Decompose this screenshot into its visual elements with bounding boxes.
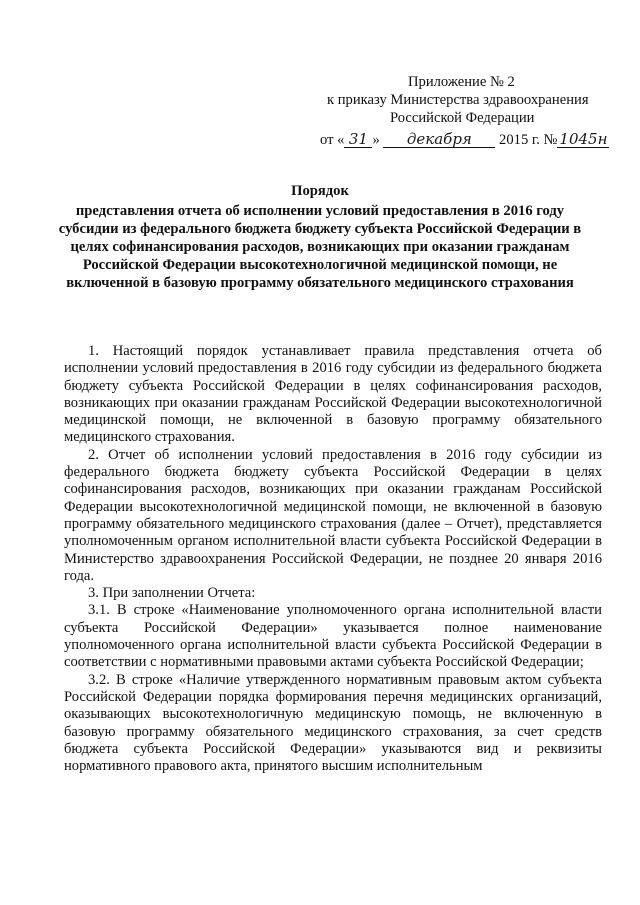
paragraph-3-1: 3.1. В строке «Наименование уполномоченного органа исполнительной власти субъекта Российской Федерации» указывается полное наименование уполномоченного органа исполнительной власти субъекта Российской Федерации в соответствии с нормативными правовыми актами субъекта Российской Федерации; bbox=[64, 602, 602, 671]
title-subtitle: представления отчета об исполнении условий предоставления в 2016 году субсидии из федерального бюджета бюджету субъекта Российской Федерации в целях софинансирования расходов, возникающих при оказании гражданам Российской Федерации высокотехнологичной медицинской помощи, не включенной в базовую программу обязательного медицинского страхования bbox=[58, 203, 582, 291]
handwritten-number: 1045н bbox=[559, 130, 608, 148]
document-title bbox=[50, 182, 590, 292]
paragraph-3-2: 3.2. В строке «Наличие утвержденного нормативным правовым актом субъекта Российской Федерации порядка формирования перечня медицинских организаций, оказывающих высокотехнологичную медицинскую помощь, не включенную в базовую программу обязательного медицинского страхования, за счет средств бюджета субъекта Российской Федерации» указываются вид и реквизиты нормативного правового акта, принятого высшим исполнительным bbox=[64, 671, 602, 775]
document-body bbox=[64, 343, 602, 775]
annex-number: Приложение № 2 bbox=[408, 74, 515, 90]
annex-header bbox=[320, 73, 620, 149]
annex-date-line bbox=[320, 131, 620, 149]
title-main: Порядок bbox=[291, 183, 349, 199]
paragraph-1: 1. Настоящий порядок устанавливает правила представления отчета об исполнении условий предоставления в 2016 году субсидии из федерального бюджета бюджету субъекта Российской Федерации в целях софинансирования расходов, возникающих при оказании гражданам Российской Федерации высокотехнологичной медицинской помощи, не включенной в базовую программу обязательного медицинского страхования. bbox=[64, 343, 602, 446]
date-quote-close: » bbox=[372, 132, 380, 148]
date-prefix: от « bbox=[320, 132, 345, 148]
date-year: 2015 г. № bbox=[499, 132, 558, 148]
annex-order-ref: к приказу Министерства здравоохранения bbox=[327, 92, 589, 108]
handwritten-month: декабря bbox=[383, 131, 495, 148]
annex-federation: Российской Федерации bbox=[390, 110, 535, 126]
paragraph-2: 2. Отчет об исполнении условий предоставления в 2016 году субсидии из федерального бюджета бюджету субъекта Российской Федерации в целях софинансирования расходов, возникающих при оказании гражданам Российской Федерации высокотехнологичной медицинской помощи, не включенной в базовую программу обязательного медицинского страхования (далее – Отчет), представляется уполномоченным органом исполнительной власти субъекта Российской Федерации в Министерство здравоохранения Российской Федерации, не позднее 20 января 2016 года. bbox=[64, 446, 602, 584]
paragraph-3: 3. При заполнении Отчета: bbox=[88, 585, 256, 602]
handwritten-day: 31 bbox=[344, 131, 372, 148]
